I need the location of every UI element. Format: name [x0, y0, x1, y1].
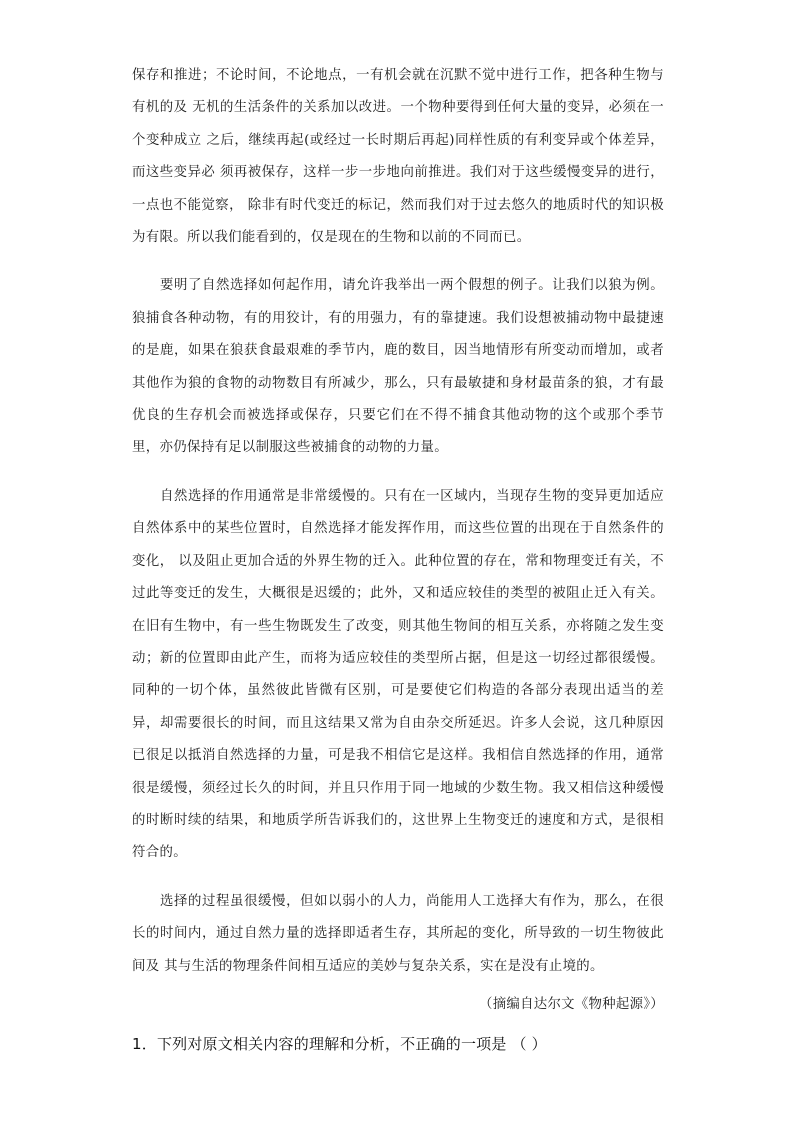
source-citation: （摘编自达尔文《物种起源》） [479, 996, 664, 1012]
question-1: 1．下列对原文相关内容的理解和分析，不正确的一项是 （ ） [132, 1034, 547, 1053]
paragraph-continuation: 保存和推进；不论时间，不论地点，一有机会就在沉默不觉中进行工作，把各种生物与有机的及 无机的生活条件的关系加以改进。一个物种要得到任何大量的变异，必须在一个变种成立 之后，继续再起(或经过一长时期后再起)同样性质的有利变异或个体差异，而这些变异必 须再被保存，这样一步一步地向前推进。我们对于这些缓慢变异的进行， 一点也不能觉察， 除非有时代变迁的标记，然而我们对于过去悠久的地质时代的知识极为有限。所以我们能看到的，仅是现在的生物和以前的不同而已。 [132, 68, 664, 246]
paragraph-wolf-example: 要明了自然选择如何起作用，请允许我举出一两个假想的例子。让我们以狼为例。狼捕食各种动物，有的用狡计，有的用强力，有的靠捷速。我们设想被捕动物中最捷速的是鹿，如果在狼获食最艰难的季节内，鹿的数目，因当地情形有所变动而增加，或者其他作为狼的食物的动物数目有所减少，那么，只有最敏捷和身材最苗条的狼，才有最优良的生存机会而被选择或保存，只要它们在不得不捕食其他动物的这个或那个季节里，亦仍保持有足以制服这些被捕食的动物的力量。 [132, 278, 664, 456]
paragraph-conclusion: 选择的过程虽很缓慢，但如以弱小的人力，尚能用人工选择大有作为，那么，在很长的时间内，通过自然力量的选择即适者生存，其所起的变化，所导致的一切生物彼此间及 其与生活的物理条件间相互适应的美妙与复杂关系，实在是没有止境的。 [132, 893, 664, 974]
passage-body [132, 60, 664, 1059]
paragraph-slow-selection: 自然选择的作用通常是非常缓慢的。只有在一区域内，当现存生物的变异更加适应自然体系中的某些位置时，自然选择才能发挥作用，而这些位置的出现在于自然条件的变化， 以及阻止更加合适的外界生物的迁入。此种位置的存在，常和物理变迁有关，不过此等变迁的发生，大概很是迟缓的；此外，又和适应较佳的类型的被阻止迁入有关。在旧有生物中，有一些生物既发生了改变，则其他生物间的相互关系，亦将随之发生变动；新的位置即由此产生，而将为适应较佳的类型所占据，但是这一切经过都很缓慢。同种的一切个体，虽然彼此皆微有区别，可是要使它们构造的各部分表现出适当的差异，却需要很长的时间，而且这结果又常为自由杂交所延迟。许多人会说，这几种原因已很足以抵消自然选择的力量，可是我不相信它是这样。我相信自然选择的作用，通常很是缓慢，须经过长久的时间，并且只作用于同一地域的少数生物。我又相信这种缓慢的时断时续的结果，和地质学所告诉我们的，这世界上生物变迁的速度和方式，是很相符合的。 [132, 488, 664, 861]
